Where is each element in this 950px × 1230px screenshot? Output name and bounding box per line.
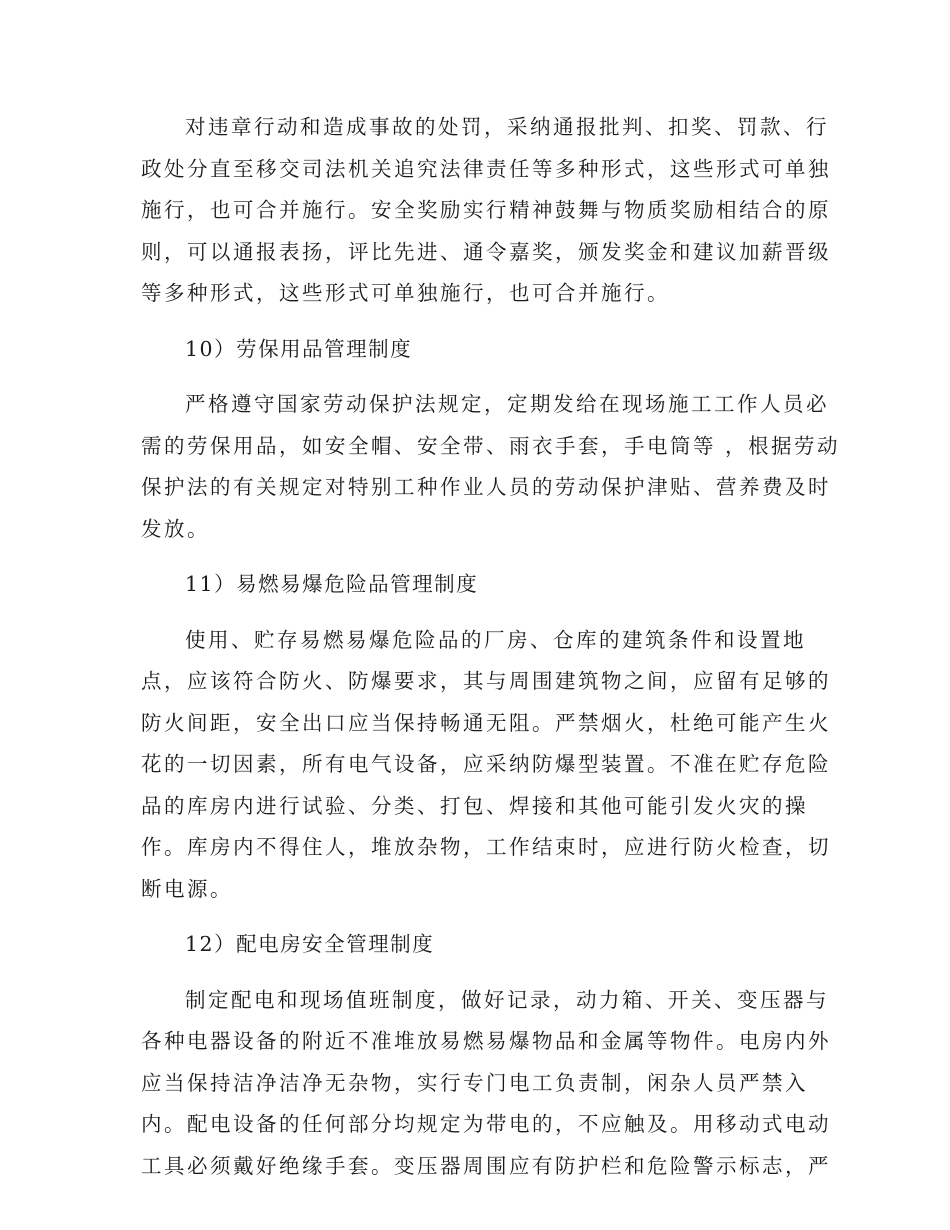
text-line: 发放。 [141, 516, 210, 541]
paragraph-power-room [141, 980, 831, 1188]
text-line: 对违章行动和造成事故的处罚，采纳通报批判、扣奖、罚款、行 [185, 115, 829, 139]
text-line: 各种电器设备的附近不准堆放易燃易爆物品和金属等物件。电房内外 [141, 1029, 831, 1053]
text-line: 则，可以通报表扬，评比先进、通令嘉奖，颁发奖金和建议加薪晋级 [141, 239, 831, 264]
text-line: 制定配电和现场值班制度，做好记录，动力箱、开关、变压器与 [185, 987, 829, 1012]
text-line: 内。配电设备的任何部分均规定为带电的，不应触及。用移动式电动 [141, 1112, 831, 1136]
text-line: 花的一切因素，所有电气设备，应采纳防爆型装置。不准在贮存危险 [141, 752, 831, 776]
text-line: 使用、贮存易燃易爆危险品的厂房、仓库的建筑条件和设置地 [185, 627, 806, 652]
text-line: 保护法的有关规定对特别工种作业人员的劳动保护津贴、营养费及时 [141, 475, 831, 499]
text-line: 需的劳保用品，如安全帽、安全带、雨衣手套，手电筒等 ，根据劳动 [141, 433, 841, 458]
paragraph-hazardous-materials [141, 620, 831, 911]
paragraph-protective-equipment [141, 384, 841, 550]
document-body [141, 107, 841, 1201]
text-line: 应当保持洁净洁净无杂物，实行专门电工负责制，闲杂人员严禁入 [141, 1070, 808, 1095]
text-line: 严格遵守国家劳动保护法规定，定期发给在现场施工工作人员必 [185, 392, 829, 416]
section-heading-12: 12）配电房安全管理制度 [185, 932, 435, 956]
text-line: 施行，也可合并施行。安全奖励实行精神鼓舞与物质奖励相结合的原 [141, 198, 831, 222]
paragraph-penalties-rewards [141, 107, 831, 315]
text-line: 政处分直至移交司法机关追究法律责任等多种形式，这些形式可单独 [141, 156, 831, 181]
text-line: 点，应该符合防火、防爆要求，其与周围建筑物之间，应留有足够的 [141, 669, 831, 693]
section-heading-10: 10）劳保用品管理制度 [185, 336, 413, 361]
text-line: 品的库房内进行试验、分类、打包、焊接和其他可能引发火灾的操 [141, 793, 808, 818]
text-line: 等多种形式，这些形式可单独施行，也可合并施行。 [141, 281, 670, 305]
text-line: 断电源。 [141, 876, 233, 901]
text-line: 防火间距，安全出口应当保持畅通无阻。严禁烟火，杜绝可能产生火 [141, 710, 831, 735]
section-heading-11: 11）易燃易爆危险品管理制度 [185, 572, 479, 596]
text-line: 作。库房内不得住人，堆放杂物，工作结束时，应进行防火检查，切 [141, 835, 831, 859]
text-line: 工具必须戴好绝缘手套。变压器周围应有防护栏和危险警示标志，严 [141, 1153, 831, 1178]
